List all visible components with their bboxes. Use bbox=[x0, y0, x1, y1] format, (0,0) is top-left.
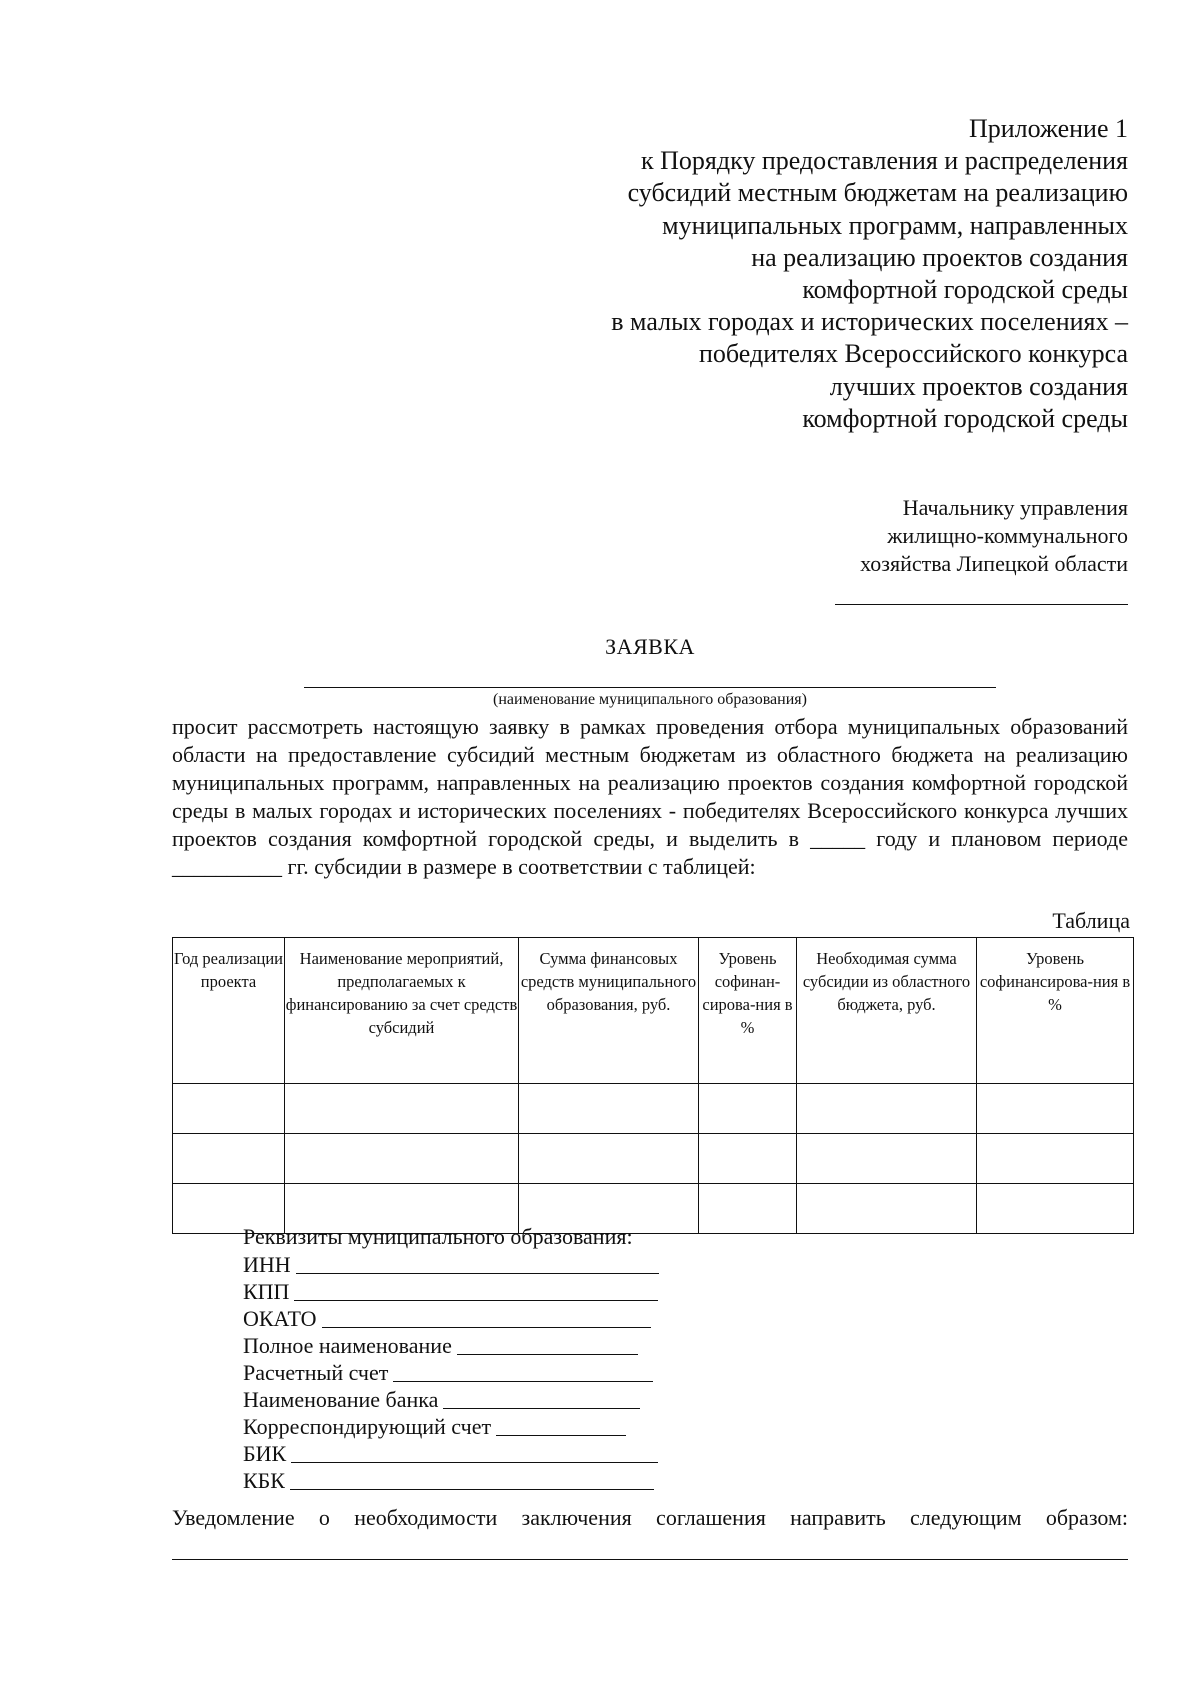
requisite-row-full-name bbox=[243, 1332, 659, 1359]
requisite-label: КБК bbox=[243, 1468, 285, 1493]
addressee-line: хозяйства Липецкой области bbox=[860, 551, 1128, 576]
requisite-label: БИК bbox=[243, 1441, 287, 1466]
requisite-row-bik bbox=[243, 1440, 659, 1467]
municipality-name-caption: (наименование муниципального образования) bbox=[493, 691, 807, 708]
table-cell[interactable] bbox=[285, 1084, 519, 1134]
addressee-line: жилищно-коммунального bbox=[887, 523, 1128, 548]
table-cell[interactable] bbox=[699, 1184, 797, 1234]
addressee-block bbox=[860, 494, 1128, 578]
table-row bbox=[173, 1134, 1134, 1184]
annex-line: комфортной городской среды bbox=[802, 403, 1128, 433]
annex-line: к Порядку предоставления и распределения bbox=[640, 146, 1128, 176]
requisite-input-line[interactable] bbox=[496, 1413, 626, 1436]
table-header-cell: Наименование мероприятий, предполагаемых к финансированию за счет средств субсидий bbox=[285, 938, 519, 1084]
table-header-cell: Год реализации проекта bbox=[173, 938, 285, 1084]
table-header-cell: Уровень софинан-сирова-ния в % bbox=[699, 938, 797, 1084]
table-cell[interactable] bbox=[797, 1084, 977, 1134]
requisites-title: Реквизиты муниципального образования: bbox=[243, 1224, 633, 1249]
request-text: просит рассмотреть настоящую заявку в рамках проведения отбора муниципальных образований области на предоставление субсидий местным бюджетам из областного бюджета на реализацию муниципальных программ, направленных на реализацию проектов создания комфортной городской среды в малых городах и исторических поселениях - победителях Всероссийского конкурса лучших проектов создания комфортной городской среды, и выделить в _____ году и плановом периоде __________ гг. субсидии в размере в соответствии с таблицей: bbox=[172, 714, 1128, 879]
requisite-input-line[interactable] bbox=[393, 1359, 653, 1382]
notice-text: Уведомление о необходимости заключения соглашения направить следующим образом: bbox=[172, 1505, 1128, 1530]
table-header-row bbox=[173, 938, 1134, 1084]
requisite-label: ИНН bbox=[243, 1252, 291, 1277]
table-cell[interactable] bbox=[519, 1134, 699, 1184]
table-cell[interactable] bbox=[797, 1134, 977, 1184]
requisite-input-line[interactable] bbox=[457, 1332, 638, 1355]
table-header-cell: Уровень софинансирова-ния в % bbox=[977, 938, 1134, 1084]
table-cell[interactable] bbox=[699, 1134, 797, 1184]
addressee-signature-line[interactable] bbox=[835, 604, 1128, 605]
table-cell[interactable] bbox=[977, 1134, 1134, 1184]
table-cell[interactable] bbox=[173, 1084, 285, 1134]
requisite-row-account bbox=[243, 1359, 659, 1386]
annex-line: на реализацию проектов создания bbox=[751, 242, 1128, 272]
requisite-input-line[interactable] bbox=[443, 1386, 640, 1409]
notice-input-line[interactable] bbox=[172, 1559, 1128, 1560]
requisite-label: Расчетный счет bbox=[243, 1360, 389, 1385]
table-cell[interactable] bbox=[173, 1134, 285, 1184]
table-cell[interactable] bbox=[519, 1084, 699, 1134]
requisite-input-line[interactable] bbox=[290, 1467, 654, 1490]
table-row bbox=[173, 1084, 1134, 1134]
annex-line: муниципальных программ, направленных bbox=[662, 210, 1128, 240]
requisite-label: Полное наименование bbox=[243, 1333, 452, 1358]
requisite-row-okato bbox=[243, 1305, 659, 1332]
annex-line: Приложение 1 bbox=[968, 114, 1128, 143]
requisite-input-line[interactable] bbox=[291, 1440, 658, 1463]
table-header-cell: Сумма финансовых средств муниципального образования, руб. bbox=[519, 938, 699, 1084]
requisite-label: Корреспондирующий счет bbox=[243, 1414, 492, 1439]
table-cell[interactable] bbox=[977, 1084, 1134, 1134]
table-cell[interactable] bbox=[977, 1184, 1134, 1234]
table-caption: Таблица bbox=[1052, 908, 1130, 933]
requisite-input-line[interactable] bbox=[294, 1278, 658, 1301]
requisite-row-bank bbox=[243, 1386, 659, 1413]
requisite-input-line[interactable] bbox=[296, 1251, 659, 1274]
addressee-line: Начальнику управления bbox=[902, 495, 1128, 520]
annex-line: победителях Всероссийского конкурса bbox=[698, 339, 1128, 369]
requisite-label: Наименование банка bbox=[243, 1387, 439, 1412]
requisite-row-kpp bbox=[243, 1278, 659, 1305]
annex-line: лучших проектов создания bbox=[829, 371, 1128, 401]
requisite-label: ОКАТО bbox=[243, 1306, 317, 1331]
subsidy-table bbox=[172, 937, 1134, 1234]
requisite-label: КПП bbox=[243, 1279, 290, 1304]
table-header-cell: Необходимая сумма субсидии из областного бюджета, руб. bbox=[797, 938, 977, 1084]
requisites-list bbox=[243, 1251, 659, 1494]
table-cell[interactable] bbox=[285, 1134, 519, 1184]
table-cell[interactable] bbox=[797, 1184, 977, 1234]
requisite-row-kbk bbox=[243, 1467, 659, 1494]
requisite-row-corr-account bbox=[243, 1413, 659, 1440]
requisite-input-line[interactable] bbox=[322, 1305, 651, 1328]
annex-line: комфортной городской среды bbox=[802, 275, 1128, 305]
document-title: ЗАЯВКА bbox=[605, 634, 695, 659]
municipality-name-line[interactable] bbox=[304, 687, 996, 688]
table-cell[interactable] bbox=[699, 1084, 797, 1134]
annex-header bbox=[611, 113, 1128, 435]
annex-line: субсидий местным бюджетам на реализацию bbox=[627, 178, 1128, 208]
annex-line: в малых городах и исторических поселениях – bbox=[611, 307, 1128, 337]
requisite-row-inn bbox=[243, 1251, 659, 1278]
